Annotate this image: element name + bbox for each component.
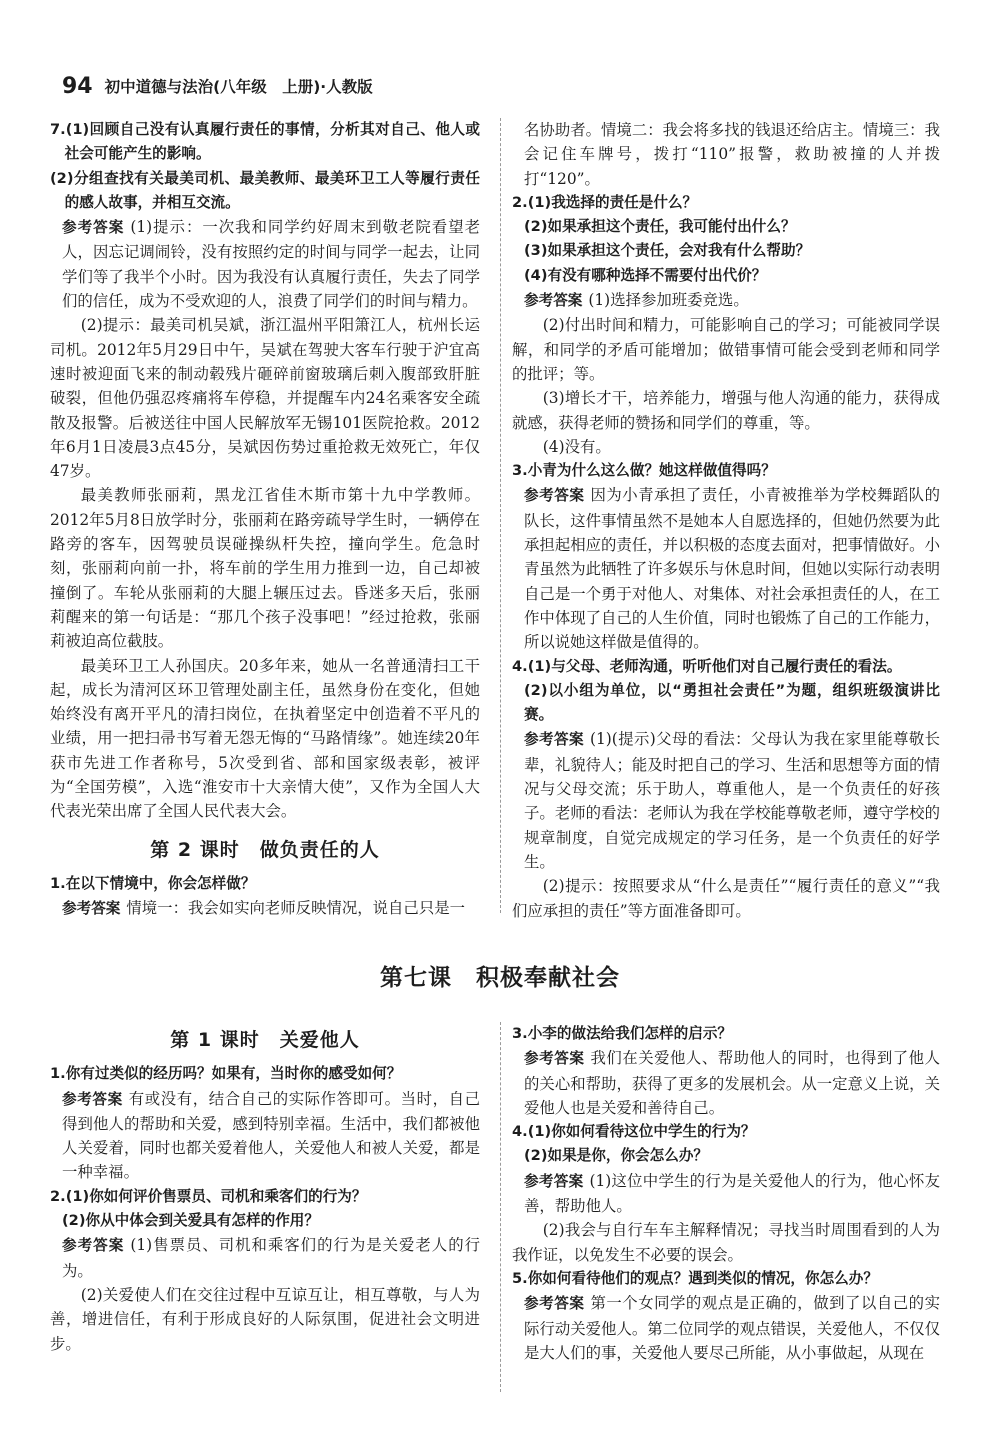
answer-label: 参考答案	[62, 900, 121, 918]
right-column-top	[512, 118, 940, 923]
column-divider-top	[500, 118, 501, 913]
answer-label: 参考答案	[524, 292, 583, 310]
question-2-1: 2.(1)我选择的责任是什么？	[512, 193, 698, 211]
answer-7-2a: (2)提示：最美司机吴斌，浙江温州平阳箫江人，杭州长运司机。2012年5月29日中午，吴斌在驾驶大客车行驶于沪宜高速时被迎面飞来的制动毂残片砸碎前窗玻璃后刺入腹部致肝脏破裂，但他仍强忍疼痛将车停稳，并提醒车内24名乘客安全疏散及报警。后被送往中国人民解放军无锡101医院抢救。2012年6月1日凌晨3点45分，吴斌因伤势过重抢救无效死亡，年仅47岁。	[50, 316, 480, 481]
answer-1-start: 参考答案 情境一：我会如实向老师反映情况，说自己只是一	[62, 899, 465, 918]
lesson-title: 第七课 积极奉献社会	[380, 965, 620, 991]
right-column-bottom	[512, 1022, 940, 1365]
left-column-top	[50, 118, 480, 922]
answer-2-2: (2)付出时间和精力，可能影响自己的学习；可能被同学误解，和同学的矛盾可能增加；做错事情可能会受到老师和同学的批评；等。	[512, 316, 940, 383]
question-4-1: 4.(1)与父母、老师沟通，听听他们对自己履行责任的看法。	[512, 657, 902, 675]
answer-label: 参考答案	[524, 731, 584, 749]
question-2-2: (2)你从中体会到关爱具有怎样的作用？	[62, 1212, 319, 1230]
question-4-1: 4.(1)你如何看待这位中学生的行为？	[512, 1123, 756, 1141]
answer-label: 参考答案	[62, 219, 125, 237]
answer-label: 参考答案	[524, 487, 585, 505]
answer-label: 参考答案	[62, 1237, 125, 1255]
answer-2-4: (4)没有。	[542, 437, 611, 456]
column-divider-bottom	[500, 1022, 501, 1392]
section-title-1: 第 1 课时 关爱他人	[170, 1029, 360, 1051]
answer-2-3: (3)增长才干，培养能力，增强与他人沟通的能力，获得成就感，获得老师的赞扬和同学们的尊重，等。	[512, 389, 940, 432]
answer-1-continued: 名协助者。情境二：我会将多找的钱退还给店主。情境三：我会记住车牌号，拨打“110”报警，救助被撞的人并拨打“120”。	[524, 121, 940, 188]
left-column-bottom	[50, 1024, 480, 1356]
answer-2-1: 参考答案 (1)选择参加班委竞选。	[524, 291, 749, 310]
answer-7-2b: 最美教师张丽莉，黑龙江省佳木斯市第十九中学教师。2012年5月8日放学时分，张丽莉在路旁疏导学生时，一辆停在路旁的客车，因驾驶员误碰操纵杆失控，撞向学生。危急时刻，张丽莉向前一扑，将车前的学生用力推到一边，自己却被撞倒了。车轮从张丽莉的大腿上辗压过去。昏迷多天后，张丽莉醒来的第一句话是：“那几个孩子没事吧！”经过抢救，张丽莉被迫高位截肢。	[50, 486, 480, 651]
section-title-2: 第 2 课时 做负责任的人	[150, 838, 380, 861]
answer-4-1: 参考答案 (1)(提示)父母的看法：父母认为我在家里能尊敬长辈，礼貌待人；能及时把自己的学习、生活和思想等方面的情况与父母交流；乐于助人，尊重他人，是一个负责任的好孩子。老师的看法：老师认为我在学校能尊敬老师，遵守学校的规章制度，自觉完成规定的学习任务，是一个负责任的好学生。	[524, 730, 940, 871]
answer-label: 参考答案	[524, 1295, 585, 1313]
question-2-2: (2)如果承担这个责任，我可能付出什么？	[524, 218, 796, 236]
answer-7-1: 参考答案 (1)提示：一次我和同学约好周末到敬老院看望老人，因忘记调闹铃，没有按照约定的时间与同学一起去，让同学们等了我半个小时。因为我没有认真履行责任，失去了同学们的信任，成为不受欢迎的人，浪费了同学们的时间与精力。	[62, 218, 480, 311]
question-2-1: 2.(1)你如何评价售票员、司机和乘客们的行为？	[50, 1187, 367, 1205]
answer-label: 参考答案	[62, 1090, 123, 1108]
book-title: 初中道德与法治(八年级 上册)·人教版	[104, 77, 373, 96]
answer-7-2c: 最美环卫工人孙国庆。20多年来，她从一名普通清扫工干起，成长为清河区环卫管理处副主任，虽然身份在变化，但她始终没有离开平凡的清扫岗位，在执着坚定中创造着不平凡的业绩，用一把扫帚书写着无怨无悔的“马路情缘”。她连续20年获市先进工作者称号，5次受到省、部和国家级表彰，被评为“全国劳模”，入选“淮安市十大亲情大使”，又作为全国人大代表光荣出席了全国人民代表大会。	[50, 656, 480, 821]
answer-1: 参考答案 有或没有，结合自己的实际作答即可。当时，自己得到他人的帮助和关爱，感到特别幸福。生活中，我们都被他人关爱着，同时也都关爱着他人，关爱他人和被人关爱，都是一种幸福。	[62, 1089, 480, 1182]
question-7-1: 7.(1)回顾自己没有认真履行责任的事情，分析其对自己、他人或社会可能产生的影响。	[50, 121, 480, 163]
question-5: 5.你如何看待他们的观点？遇到类似的情况，你怎么办？	[512, 1269, 878, 1287]
question-4-2: (2)如果是你，你会怎么办？	[524, 1147, 709, 1165]
answer-2-2: (2)关爱使人们在交往过程中互谅互让，相互尊敬，与人为善，增进信任，有利于形成良好的人际氛围，促进社会文明进步。	[50, 1285, 480, 1353]
answer-5: 参考答案 第一个女同学的观点是正确的，做到了以自己的实际行动关爱他人。第二位同学的观点错误，关爱他人，不仅仅是大人们的事，关爱他人要尽己所能，从小事做起，从现在	[524, 1294, 940, 1362]
question-3: 3.小李的做法给我们怎样的启示？	[512, 1025, 733, 1042]
answer-4-2: (2)我会与自行车车主解释情况；寻找当时周围看到的人为我作证，以免发生不必要的误会。	[512, 1221, 940, 1264]
answer-3: 参考答案 因为小青承担了责任，小青被推举为学校舞蹈队的队长，这件事情虽然不是她本人自愿选择的，但她仍然要为此承担起相应的责任，并以积极的态度去面对，把事情做好。小青虽然为此牺牲了许多娱乐与休息时间，但她以实际行动表明自己是一个勇于对他人、对集体、对社会承担责任的人，在工作中体现了自己的人生价值，同时也锻炼了自己的工作能力，所以说她这样做是值得的。	[524, 486, 940, 652]
question-7-2: (2)分组查找有关最美司机、最美教师、最美环卫工人等履行责任的感人故事，并相互交流。	[50, 169, 480, 211]
answer-3: 参考答案 我们在关爱他人、帮助他人的同时，也得到了他人的关心和帮助，获得了更多的发展机会。从一定意义上说，关爱他人也是关爱和善待自己。	[524, 1049, 940, 1117]
answer-label: 参考答案	[524, 1050, 585, 1068]
question-1: 1.在以下情境中，你会怎样做？	[50, 874, 256, 892]
question-3: 3.小青为什么这么做？她这样做值得吗？	[512, 462, 776, 480]
answer-4-1: 参考答案 (1)这位中学生的行为是关爱他人的行为，他心怀友善，帮助他人。	[524, 1171, 940, 1216]
question-2-4: (4)有没有哪种选择不需要付出代价？	[524, 266, 767, 284]
question-2-3: (3)如果承担这个责任，会对我有什么帮助？	[524, 242, 811, 260]
answer-2-1: 参考答案 (1)售票员、司机和乘客们的行为是关爱老人的行为。	[62, 1236, 480, 1280]
page-number: 94	[62, 73, 93, 99]
question-1: 1.你有过类似的经历吗？如果有，当时你的感受如何？	[50, 1065, 402, 1083]
page-header	[62, 74, 373, 104]
question-4-2: (2)以小组为单位，以“勇担社会责任”为题，组织班级演讲比赛。	[524, 681, 940, 724]
answer-4-2: (2)提示：按照要求从“什么是责任”“履行责任的意义”“我们应承担的责任”等方面准备即可。	[512, 877, 940, 920]
answer-label: 参考答案	[524, 1172, 584, 1190]
